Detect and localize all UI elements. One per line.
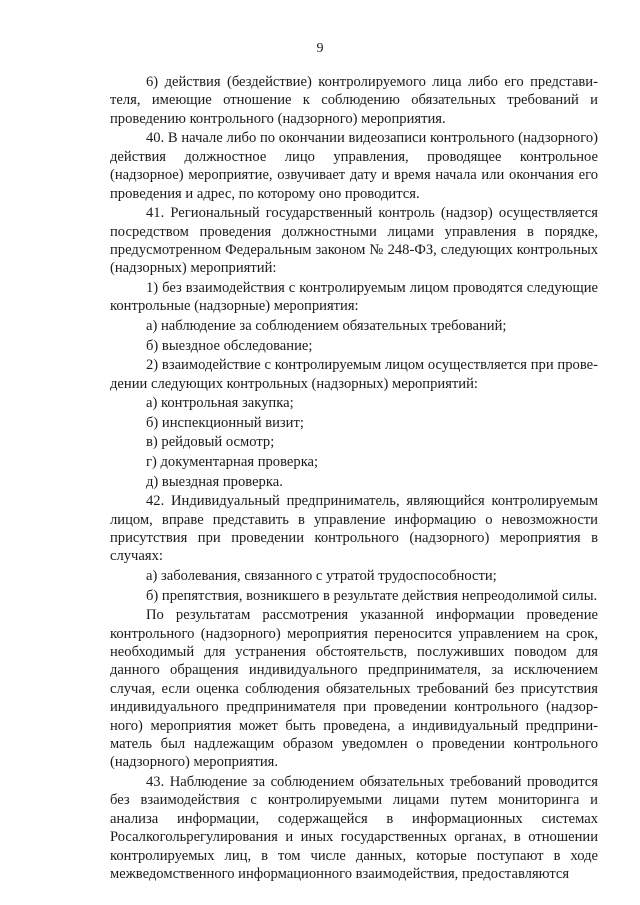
paragraph: 2) взаимодействие с контролируемым лицом осуществляется при проведении следующих контрольных (надзорных) мероприятий: [110, 357, 598, 392]
paragraph: По результатам рассмотрения указанной информации проведение контрольного (надзорного) мероприятия переносится управлением на срок, необходимый для устранения обстоятельств, послуживших поводом для данного обращения индивидуального предпринимателя, за исключением случая, если оценка соблюдения обязательных требований без присутствия индивидуального предпринимателя при проведении контрольного (надзорного) мероприятия может быть проведена, а индивидуальный предприниматель был надлежащим образом уведомлен о проведении контрольного (надзорного) мероприятия. [110, 607, 598, 771]
list-item: а) заболевания, связанного с утратой трудоспособности; [146, 568, 497, 584]
paragraph: 6) действия (бездействие) контролируемого лица либо его представителя, имеющие отношение к соблюдению обязательных требований и проведению контрольного (надзорного) мероприятия. [110, 74, 598, 127]
paragraph: 40. В начале либо по окончании видеозаписи контрольного (надзорного) действия должностное лицо управления, проводящее контрольное (надзорное) мероприятие, озвучивает дату и время начала или окончания его проведения и адрес, по которому оно проводится. [110, 130, 598, 202]
list-item: в) рейдовый осмотр; [146, 434, 275, 451]
paragraph: 42. Индивидуальный предприниматель, являющийся контролируемым лицом, вправе представить в управление информацию о невозможности присутствия при проведении контрольного (надзорного) мероприятия в случаях: [110, 493, 598, 565]
list-item: б) препятствия, возникшего в результате действия непреодолимой силы. [146, 587, 598, 604]
page-number: 9 [316, 41, 324, 56]
list-item: г) документарная проверка; [146, 454, 319, 470]
list-item: д) выездная проверка. [146, 473, 283, 490]
list-item: б) выездное обследование; [146, 337, 313, 354]
list-item: а) контрольная закупка; [146, 395, 294, 412]
paragraph: 1) без взаимодействия с контролируемым лицом проводятся следующие контрольные (надзорные) мероприятия: [110, 280, 598, 315]
paragraph: 43. Наблюдение за соблюдением обязательных требований проводится без взаимодействия с контролируемыми лицами путем мониторинга и анализа информации, содержащейся в информационных системах Росалкогольрегулирования и иных государственных органах, в отношении контролируемых лиц, в том числе данных, которые поступают в ходе межведомственного информационного взаимодействия, предоставляются [110, 774, 598, 883]
body-text [110, 73, 598, 885]
list-item: а) наблюдение за соблюдением обязательных требований; [146, 318, 507, 335]
paragraph: 41. Региональный государственный контроль (надзор) осуществляется посредством проведения должностными лицами управления в порядке, предусмотренном Федеральным законом № 248-ФЗ, следующих контрольных (надзорных) мероприятий: [110, 205, 598, 277]
list-item: б) инспекционный визит; [146, 414, 304, 431]
